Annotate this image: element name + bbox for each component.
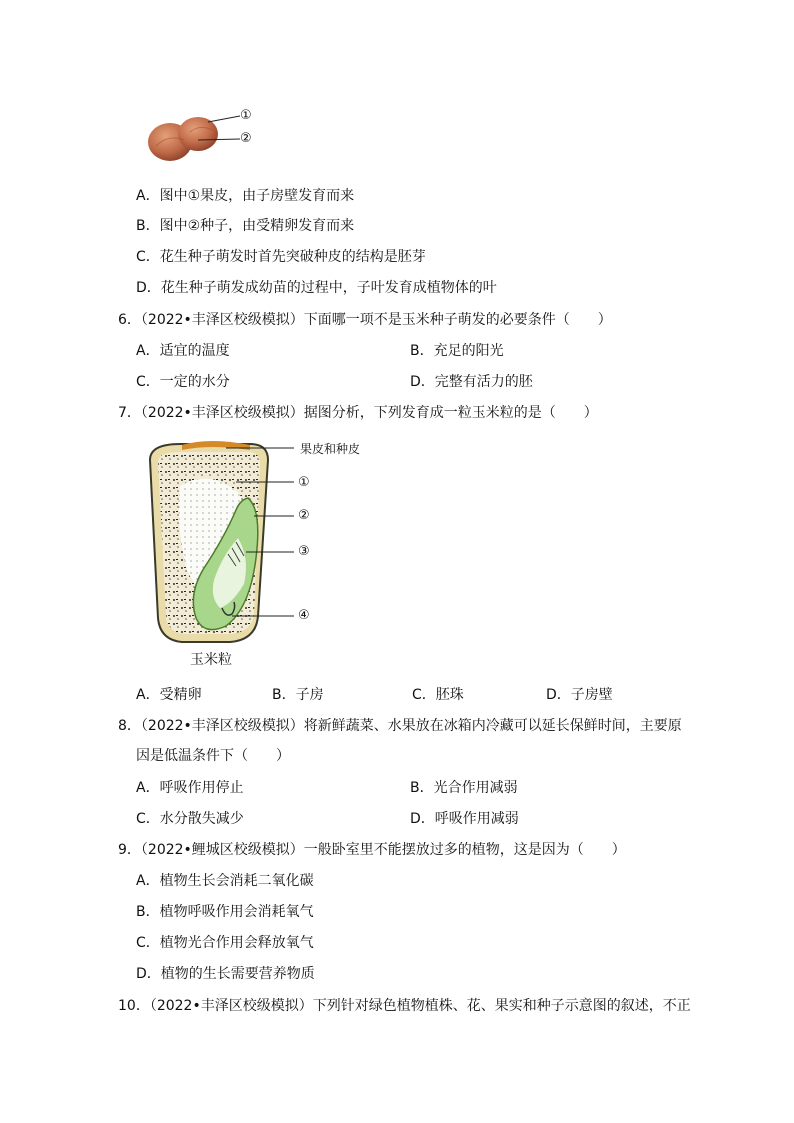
corn-label-2: ② [298, 508, 310, 523]
q7-option-c: C．胚珠 [412, 687, 464, 703]
q5-option-d: D．花生种子萌发成幼苗的过程中，子叶发育成植物体的叶 [136, 280, 497, 296]
q9-option-c: C．植物光合作用会释放氧气 [136, 935, 314, 951]
peanut-label-2: ② [240, 131, 252, 146]
q8-option-b: B．光合作用减弱 [410, 780, 518, 796]
corn-label-4: ④ [298, 608, 310, 623]
q8-stem-line1: 8．（2022•丰泽区校级模拟）将新鲜蔬菜、水果放在冰箱内冷藏可以延长保鲜时间，主要原 [118, 718, 682, 734]
q6-option-c: C．一定的水分 [136, 374, 230, 390]
q8-option-d: D．呼吸作用减弱 [410, 811, 519, 827]
q5-option-c: C．花生种子萌发时首先突破种皮的结构是胚芽 [136, 249, 426, 265]
corn-kernel-figure [140, 438, 320, 650]
peanut-pointer-1 [208, 116, 240, 122]
q6-option-b: B．充足的阳光 [410, 343, 504, 359]
peanut-right-kernel [178, 117, 218, 151]
q8-stem-line2: 因是低温条件下（ ） [136, 748, 290, 764]
peanut-figure [140, 104, 280, 166]
q6-stem: 6．（2022•丰泽区校级模拟）下面哪一项不是玉米种子萌发的必要条件（ ） [118, 312, 612, 328]
q6-option-a: A．适宜的温度 [136, 343, 230, 359]
q5-option-b: B．图中②种子，由受精卵发育而来 [136, 218, 355, 234]
corn-label-1: ① [298, 475, 310, 490]
q9-option-b: B．植物呼吸作用会消耗氧气 [136, 904, 314, 920]
q7-option-a: A．受精卵 [136, 687, 202, 703]
q7-stem: 7．（2022•丰泽区校级模拟）据图分析，下列发育成一粒玉米粒的是（ ） [118, 405, 598, 421]
q8-option-a: A．呼吸作用停止 [136, 780, 244, 796]
q8-option-c: C．水分散失减少 [136, 811, 244, 827]
peanut-label-1: ① [240, 108, 252, 123]
q9-stem: 9．（2022•鲤城区校级模拟）一般卧室里不能摆放过多的植物，这是因为（ ） [118, 842, 626, 858]
corn-label-pericarp: 果皮和种皮 [300, 442, 361, 456]
q6-option-d: D．完整有活力的胚 [410, 374, 533, 390]
q9-option-a: A．植物生长会消耗二氧化碳 [136, 873, 314, 889]
q7-option-b: B．子房 [272, 687, 324, 703]
q5-option-a: A．图中①果皮，由子房壁发育而来 [136, 188, 355, 204]
corn-label-3: ③ [298, 544, 310, 559]
corn-figure-caption: 玉米粒 [190, 652, 232, 668]
q9-option-d: D．植物的生长需要营养物质 [136, 966, 315, 982]
q10-stem: 10．（2022•丰泽区校级模拟）下列针对绿色植物植株、花、果实和种子示意图的叙述，不正 [118, 998, 691, 1014]
q7-option-d: D．子房壁 [546, 687, 613, 703]
